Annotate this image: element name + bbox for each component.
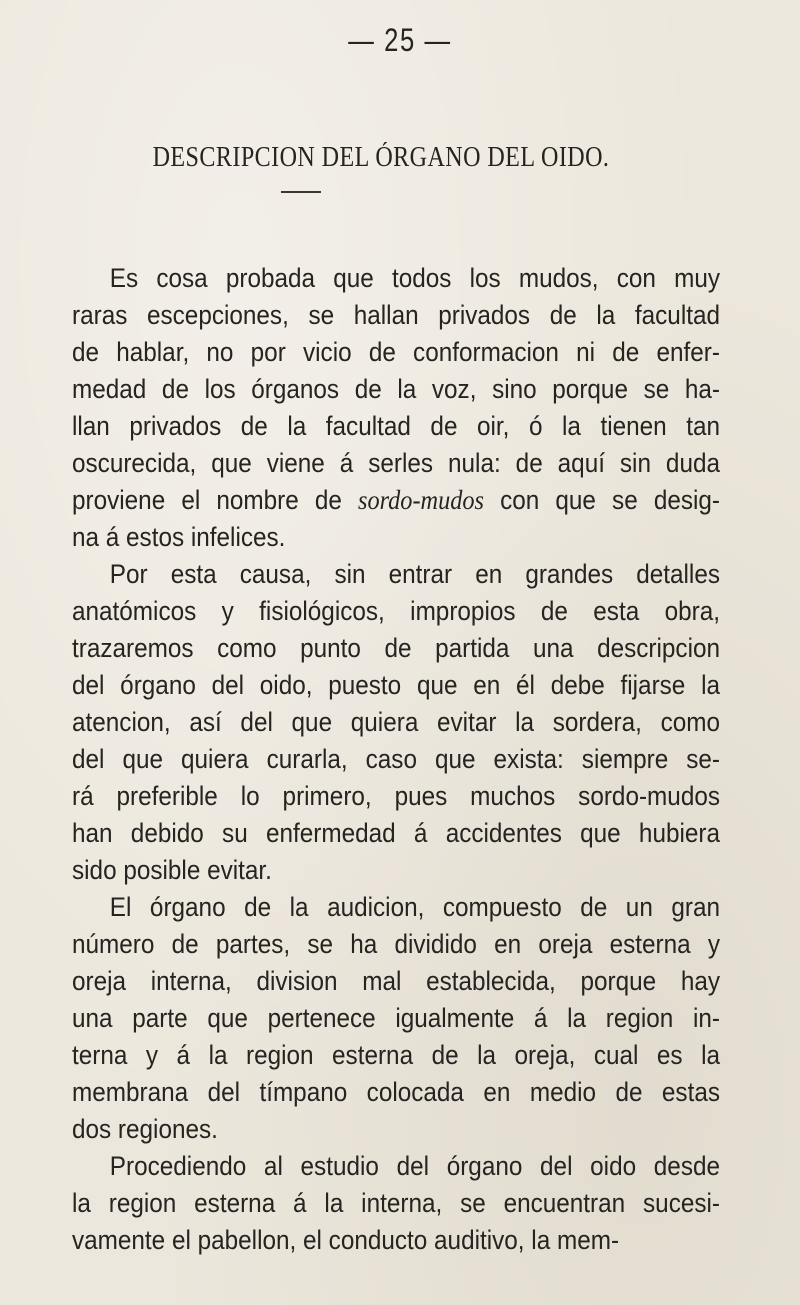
- text-line: medad de los órganos de la voz, sino porque se ha-: [72, 374, 720, 404]
- text-line: la region esterna á la interna, se encuentran sucesi-: [72, 1188, 720, 1218]
- text-line: anatómicos y fisiológicos, impropios de esta obra,: [72, 596, 720, 626]
- text-line: una parte que pertenece igualmente á la region in-: [72, 1003, 720, 1033]
- text-line: raras escepciones, se hallan privados de la facultad: [72, 300, 720, 330]
- text-line: de hablar, no por vicio de conformacion ni de enfer-: [72, 337, 720, 367]
- paragraph: [72, 1148, 720, 1259]
- text-line: [72, 482, 720, 519]
- text-line: El órgano de la audicion, compuesto de un gran: [109, 892, 721, 922]
- text-line: número de partes, se ha dividido en oreja esterna y: [72, 929, 720, 959]
- text-line: del que quiera curarla, caso que exista: siempre se-: [72, 744, 720, 774]
- text-line: terna y á la region esterna de la oreja, cual es la: [72, 1040, 720, 1070]
- page-number: — 25 —: [348, 22, 452, 58]
- paragraph: [72, 556, 720, 889]
- text-line: Es cosa probada que todos los mudos, con muy: [109, 263, 721, 293]
- paragraph: [72, 889, 720, 1148]
- text-segment: proviene el nombre de: [72, 485, 358, 515]
- chapter-title: DESCRIPCION DEL ÓRGANO DEL OIDO.: [152, 142, 610, 173]
- text-line: rá preferible lo primero, pues muchos sordo-mudos: [72, 781, 720, 811]
- text-line: trazaremos como punto de partida una descripcion: [72, 633, 720, 663]
- text-segment: con que se desig-: [484, 485, 721, 515]
- text-line: llan privados de la facultad de oir, ó la tienen tan: [72, 411, 720, 441]
- text-line: atencion, así del que quiera evitar la sordera, como: [72, 707, 720, 737]
- paragraph: [72, 260, 720, 556]
- text-line: oscurecida, que viene á serles nula: de aquí sin duda: [72, 448, 720, 478]
- text-line: vamente el pabellon, el conducto auditivo, la mem-: [72, 1225, 620, 1255]
- text-line: membrana del tímpano colocada en medio de estas: [72, 1077, 720, 1107]
- italic-term: sordo-mudos: [357, 485, 485, 515]
- text-line: sido posible evitar.: [72, 855, 272, 885]
- body-text: [72, 260, 720, 1259]
- text-line: dos regiones.: [72, 1114, 218, 1144]
- text-line: han debido su enfermedad á accidentes que hubiera: [72, 818, 720, 848]
- text-line: del órgano del oido, puesto que en él debe fijarse la: [72, 670, 720, 700]
- text-line: Por esta causa, sin entrar en grandes detalles: [109, 559, 721, 589]
- text-line: oreja interna, division mal establecida, porque hay: [72, 966, 720, 996]
- title-rule: [281, 191, 321, 193]
- text-line: na á estos infelices.: [72, 522, 286, 552]
- text-line: Procediendo al estudio del órgano del oido desde: [109, 1151, 721, 1181]
